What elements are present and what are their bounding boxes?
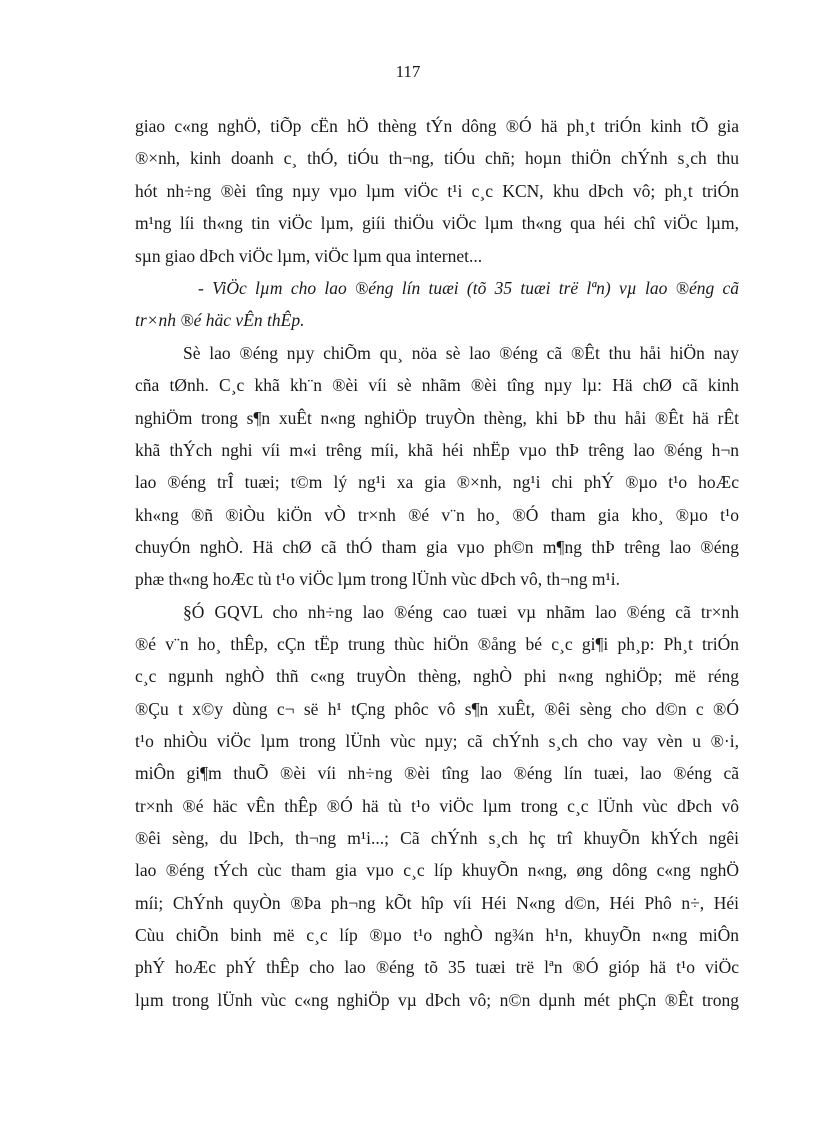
text-line: kh«ng ®ñ ®iÒu kiÖn vÒ tr×nh ®é v¨n ho¸ ®Ó tham gia kho¸ ®µo t¹o [135,505,739,525]
text-line: tr×nh ®é häc vÊn thÊp ®Ó hä tù t¹o viÖc lµm trong c¸c lÜnh vùc dÞch vô [135,796,739,816]
text-line: ®êi sèng, du lÞch, th¬ng m¹i...; Cã chÝnh s¸ch hç trî khuyÕn khÝch ngêi [135,828,739,848]
text-line: - ViÖc lµm cho lao ®éng lín tuæi (tõ 35 tuæi trë lªn) vµ lao ®éng cã [198,278,739,298]
text-line: cña tØnh. C¸c khã kh¨n ®èi víi sè nhãm ®èi tîng nµy lµ: Hä chØ cã kinh [135,375,739,395]
text-line: phæ th«ng hoÆc tù t¹o viÖc lµm trong lÜnh vùc dÞch vô, th¬ng m¹i. [135,569,620,589]
text-line: c¸c ngµnh nghÒ thñ c«ng truyÒn thèng, nghÒ phi n«ng nghiÖp; më réng [135,666,739,686]
text-line: §Ó GQVL cho nh÷ng lao ®éng cao tuæi vµ nhãm lao ®éng cã tr×nh [183,602,739,622]
text-line: míi; ChÝnh quyÒn ®Þa ph¬ng kÕt hîp víi Héi N«ng d©n, Héi Phô n÷, Héi [135,893,739,913]
text-line: nghiÖm trong s¶n xuÊt n«ng nghiÖp truyÒn thèng, khi bÞ thu håi ®Êt hä rÊt [135,408,739,428]
text-line: giao c«ng nghÖ, tiÕp cËn hÖ thèng tÝn dông ®Ó hä ph¸t triÓn kinh tÕ gia [135,116,739,136]
text-line: phÝ hoÆc phÝ thÊp cho lao ®éng tõ 35 tuæi trë lªn ®Ó gióp hä t¹o viÖc [135,957,739,977]
text-line: lao ®éng trÎ tuæi; t©m lý ng¹i xa gia ®×nh, ng¹i chi phÝ ®µo t¹o hoÆc [135,472,739,492]
text-line: sµn giao dÞch viÖc lµm, viÖc lµm qua internet... [135,246,483,266]
text-line: ®Çu t x©y dùng c¬ së h¹ tÇng phôc vô s¶n xuÊt, ®êi sèng cho d©n c ®Ó [135,699,739,719]
text-line: Sè lao ®éng nµy chiÕm qu¸ nöa sè lao ®éng cã ®Êt thu håi hiÖn nay [183,343,739,363]
text-line: miÔn gi¶m thuÕ ®èi víi nh÷ng ®èi tîng lao ®éng lín tuæi, lao ®éng cã [135,763,739,783]
text-line: hót nh÷ng ®èi tîng nµy vµo lµm viÖc t¹i c¸c KCN, khu dÞch vô; ph¸t triÓn [135,181,739,201]
text-line: ®×nh, kinh doanh c¸ thÓ, tiÓu th¬ng, tiÓu chñ; hoµn thiÖn chÝnh s¸ch thu [135,148,739,168]
text-line: khã thÝch nghi víi m«i trêng míi, khã héi nhËp vµo thÞ trêng lao ®éng h¬n [135,440,739,460]
text-line: Cùu chiÕn binh më c¸c líp ®µo t¹o nghÒ ng¾n h¹n, khuyÕn n«ng miÔn [135,925,739,945]
text-line: ®é v¨n ho¸ thÊp, cÇn tËp trung thùc hiÖn ®ång bé c¸c gi¶i ph¸p: Ph¸t triÓn [135,634,739,654]
text-line: tr×nh ®é häc vÊn thÊp. [135,310,305,330]
text-line: m¹ng líi th«ng tin viÖc lµm, giíi thiÖu viÖc lµm th«ng qua héi chî viÖc lµm, [135,213,739,233]
text-line: chuyÓn nghÒ. Hä chØ cã thÓ tham gia vµo ph©n m¶ng thÞ trêng lao ®éng [135,537,739,557]
page-number: 117 [395,62,421,81]
text-line: t¹o nhiÒu viÖc lµm trong lÜnh vùc nµy; cã chÝnh s¸ch cho vay vèn u ®·i, [135,731,739,751]
text-line: lao ®éng tÝch cùc tham gia vµo c¸c líp khuyÕn n«ng, øng dông c«ng nghÖ [135,860,739,880]
text-line: lµm trong lÜnh vùc c«ng nghiÖp vµ dÞch vô; n©n dµnh mét phÇn ®Êt trong [135,990,739,1010]
